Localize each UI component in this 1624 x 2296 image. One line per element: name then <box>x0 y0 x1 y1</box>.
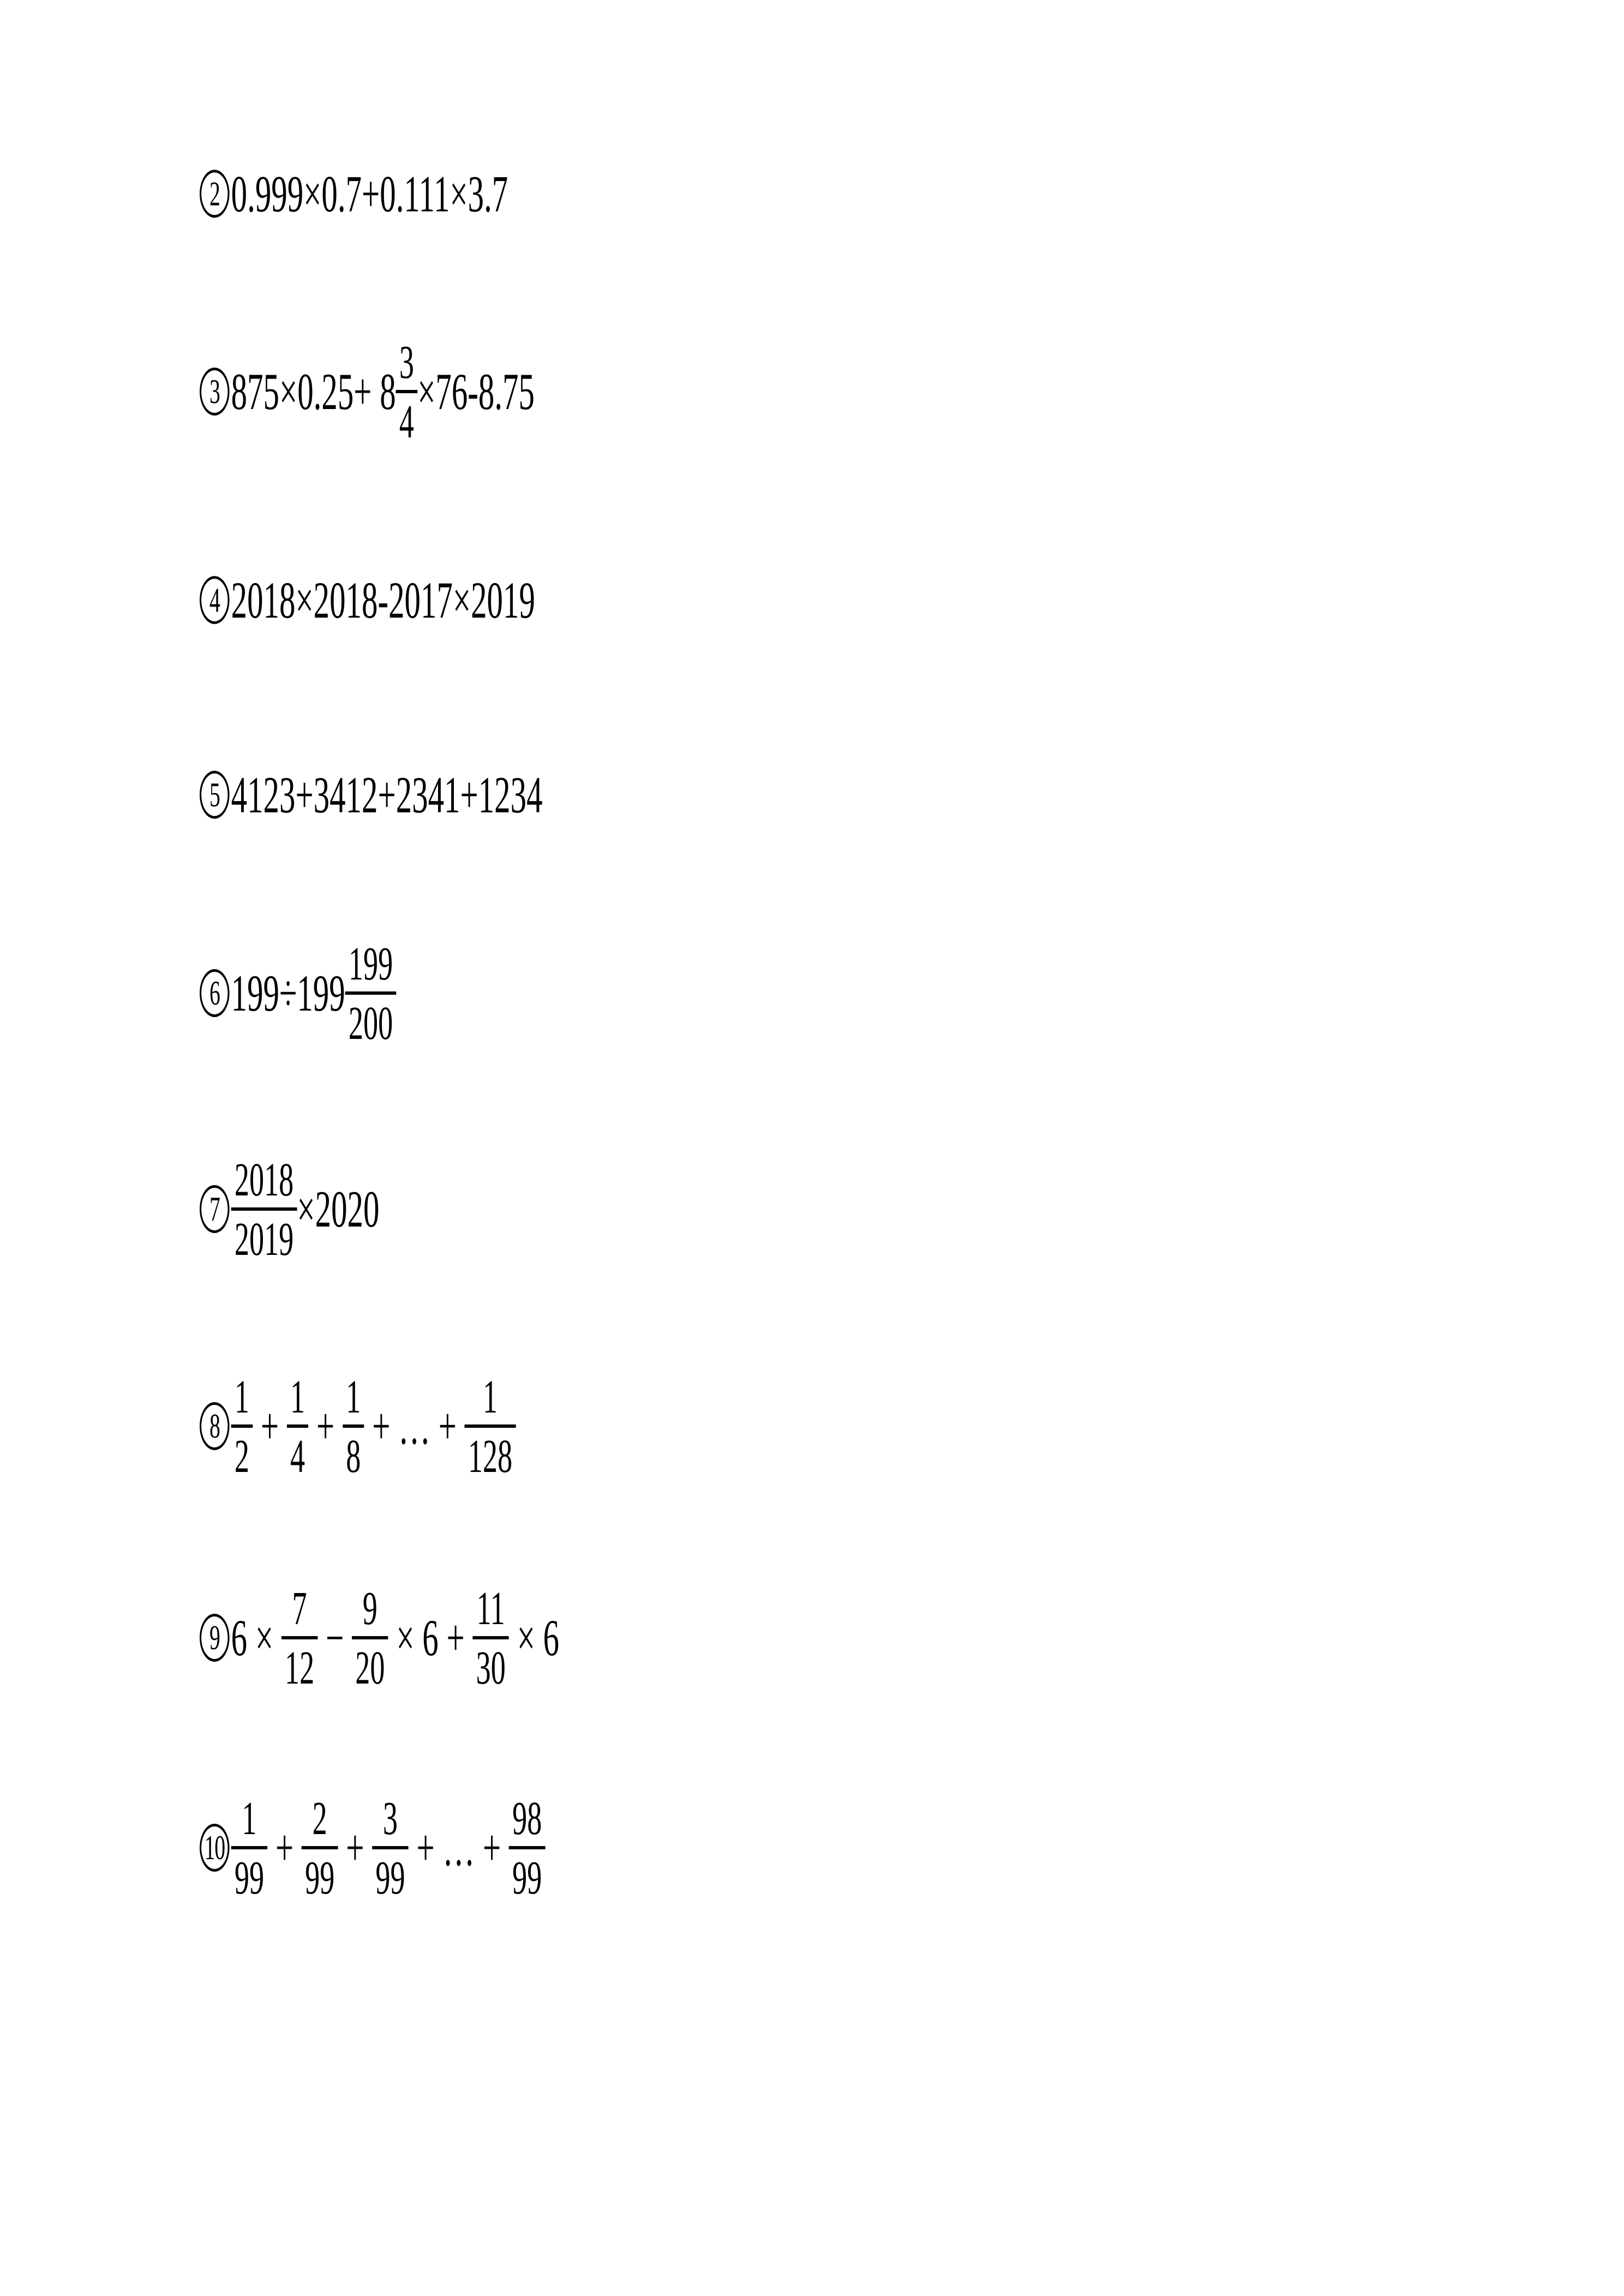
problem-content <box>200 1369 516 1482</box>
fraction-numerator: 2 <box>302 1794 338 1849</box>
problem-row <box>200 1369 710 1482</box>
problem-content <box>200 936 396 1049</box>
fraction-denominator: 4 <box>399 395 414 448</box>
fraction <box>231 1369 253 1482</box>
problem-row <box>200 763 753 824</box>
fraction-denominator: 99 <box>305 1851 335 1904</box>
problem-content <box>200 1581 560 1694</box>
fraction <box>231 1791 268 1904</box>
fraction-numerator: 1 <box>231 1373 253 1428</box>
math-text: ×2020 <box>297 1180 380 1238</box>
problem-row <box>200 335 740 448</box>
fraction <box>472 1581 509 1694</box>
math-text: 199÷199 <box>231 964 345 1022</box>
fraction <box>281 1581 318 1694</box>
math-text: + … + <box>364 1397 465 1455</box>
fraction <box>396 335 417 448</box>
math-text: × 6 <box>508 1608 560 1667</box>
math-text: + <box>338 1818 373 1877</box>
problem-number-badge: 9 <box>200 1614 230 1662</box>
problem-content <box>200 1152 380 1265</box>
problem-content <box>200 335 535 448</box>
problem-number-badge: 6 <box>200 969 230 1017</box>
fraction-denominator: 8 <box>346 1429 361 1482</box>
fraction-denominator: 2 <box>234 1429 249 1482</box>
math-text: 875×0.25+ 8 <box>231 362 396 420</box>
math-text: + <box>253 1397 287 1455</box>
math-text: 4123+3412+2341+1234 <box>231 765 543 824</box>
problem-number-badge: 7 <box>200 1185 230 1233</box>
problem-row <box>200 568 741 629</box>
fraction-denominator: 99 <box>375 1851 405 1904</box>
problem-number-badge: 10 <box>200 1824 230 1872</box>
fraction <box>372 1791 409 1904</box>
math-text: + <box>308 1397 343 1455</box>
fraction-numerator: 9 <box>352 1584 388 1639</box>
fraction-numerator: 1 <box>465 1373 516 1428</box>
fraction-numerator: 3 <box>372 1794 409 1849</box>
problem-content <box>200 570 535 629</box>
fraction <box>231 1152 297 1265</box>
problem-content <box>200 1791 546 1904</box>
problem-content <box>200 164 508 223</box>
fraction <box>352 1581 388 1694</box>
math-text: + <box>267 1818 302 1877</box>
fraction-denominator: 99 <box>234 1851 265 1904</box>
fraction <box>509 1791 546 1904</box>
fraction-denominator: 30 <box>476 1641 506 1694</box>
problem-row <box>200 1152 489 1265</box>
math-text: × 6 + <box>388 1608 473 1667</box>
problem-number-badge: 3 <box>200 368 230 416</box>
fraction-denominator: 12 <box>284 1641 315 1694</box>
fraction-denominator: 128 <box>468 1429 513 1482</box>
fraction-numerator: 199 <box>345 940 397 995</box>
fraction-denominator: 4 <box>290 1429 305 1482</box>
math-text: ×76-8.75 <box>417 362 535 420</box>
math-text: 6 × <box>231 1608 281 1667</box>
fraction-numerator: 98 <box>509 1794 546 1849</box>
fraction-denominator: 2019 <box>234 1212 294 1265</box>
math-text: − <box>317 1608 352 1667</box>
math-text: 2018×2018-2017×2019 <box>231 570 535 629</box>
problem-row <box>200 1581 780 1694</box>
fraction-numerator: 3 <box>396 338 417 393</box>
fraction-denominator: 20 <box>355 1641 385 1694</box>
fraction-denominator: 200 <box>348 996 393 1049</box>
fraction-numerator: 7 <box>281 1584 318 1639</box>
fraction-denominator: 99 <box>512 1851 542 1904</box>
problem-row <box>200 162 697 223</box>
fraction-numerator: 1 <box>343 1373 364 1428</box>
fraction <box>287 1369 308 1482</box>
fraction <box>345 936 397 1049</box>
problem-number-badge: 4 <box>200 576 230 624</box>
fraction-numerator: 1 <box>231 1794 268 1849</box>
fraction <box>343 1369 364 1482</box>
problem-content <box>200 765 543 824</box>
problem-row <box>200 936 517 1049</box>
problem-number-badge: 8 <box>200 1402 230 1450</box>
fraction <box>465 1369 516 1482</box>
fraction-numerator: 11 <box>472 1584 509 1639</box>
problem-number-badge: 2 <box>200 170 230 218</box>
fraction <box>302 1791 338 1904</box>
fraction-numerator: 1 <box>287 1373 308 1428</box>
math-text: 0.999×0.7+0.111×3.7 <box>231 164 508 223</box>
problem-number-badge: 5 <box>200 771 230 819</box>
problem-row <box>200 1791 757 1904</box>
math-text: + … + <box>408 1818 509 1877</box>
fraction-numerator: 2018 <box>231 1156 297 1211</box>
